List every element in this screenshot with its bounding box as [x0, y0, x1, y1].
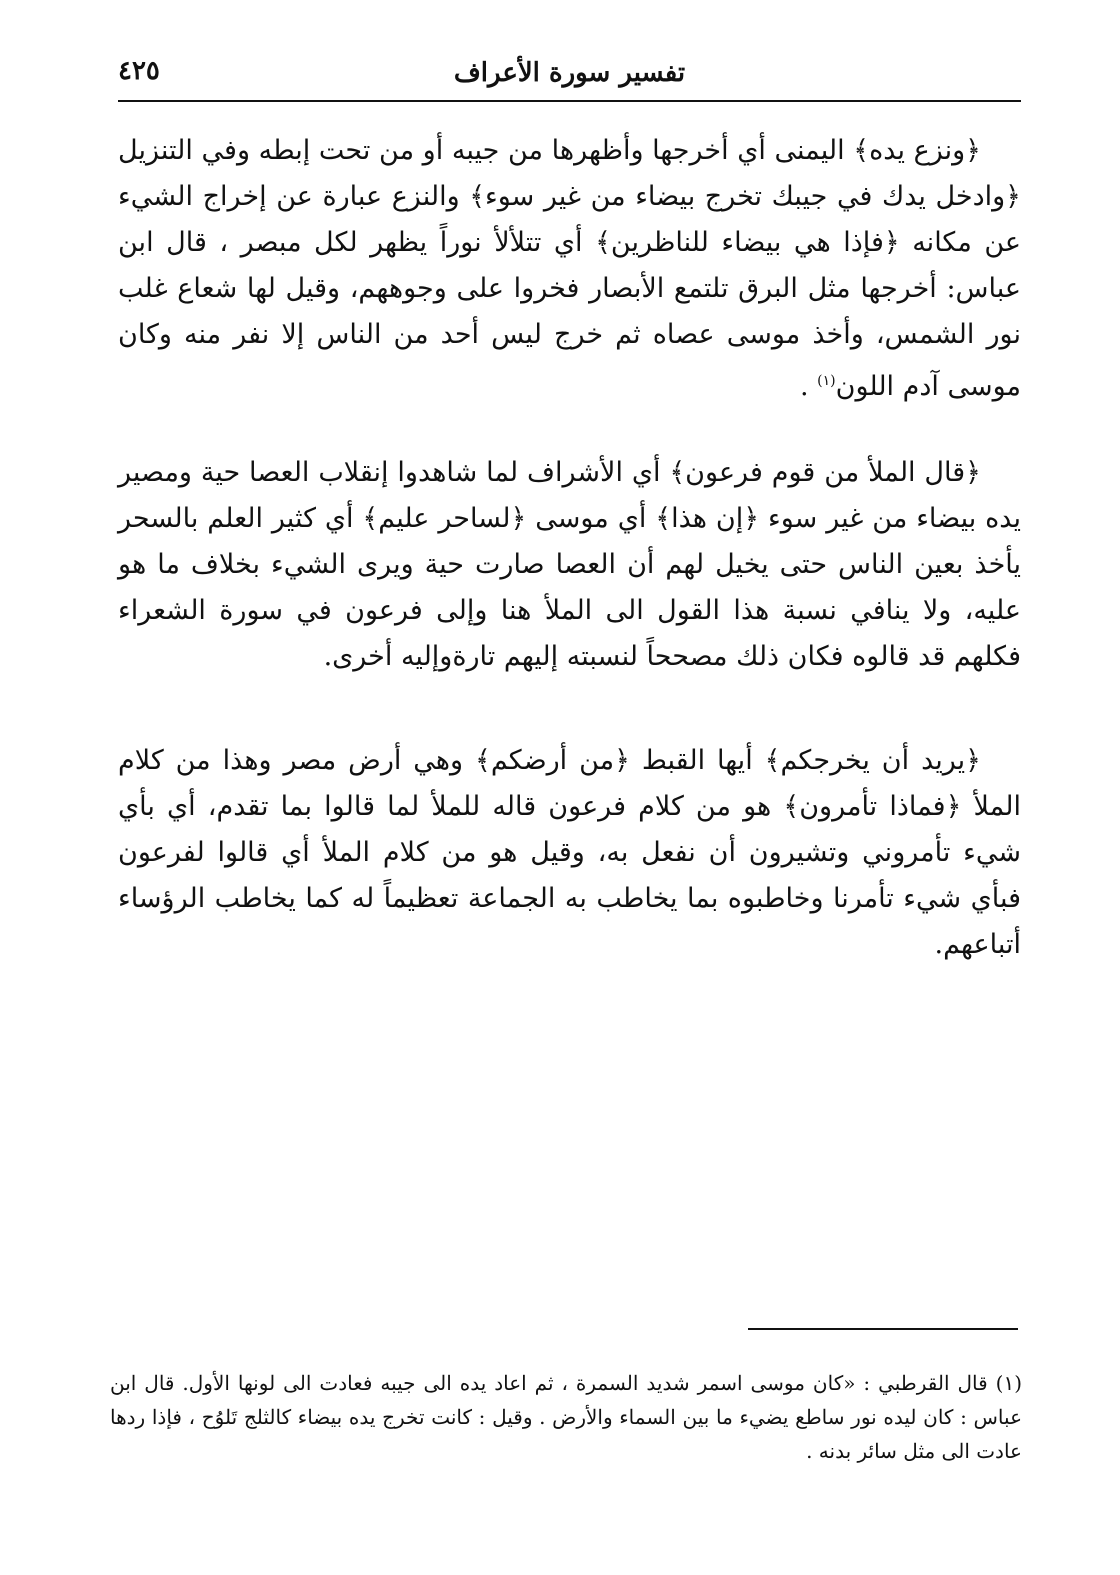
page-header	[118, 52, 1021, 102]
main-text	[118, 128, 1021, 1008]
footnote-marker: (١)	[995, 1371, 1022, 1395]
paragraph-1-text: ﴿ونزع يده﴾ اليمنى أي أخرجها وأظهرها من جيبه أو من تحت إبطه وفي التنزيل ﴿وادخل يدك في جيبك تخرج بيضاء من غير سوء﴾ والنزع عبارة عن إخراج الشيء عن مكانه ﴿فإذا هي بيضاء للناظرين﴾ أي تتلألأ نوراً يظهر لكل مبصر ، قال ابن عباس: أخرجها مثل البرق تلتمع الأبصار فخروا على وجوههم، وقيل لها شعاع غلب نور الشمس، وأخذ موسى عصاه ثم خرج ليس أحد من الناس إلا نفر منه وكان موسى آدم اللون	[118, 135, 1021, 402]
paragraph-1	[118, 128, 1021, 410]
running-title: تفسير سورة الأعراف	[453, 58, 686, 88]
footnote-reference: (١)	[817, 373, 836, 389]
footnote-text: قال القرطبي : «كان موسى اسمر شديد السمرة ، ثم اعاد يده الى جيبه فعادت الى لونها الأول. قال ابن عباس : كان ليده نور ساطع يضيء ما بين السماء والأرض . وقيل : كانت تخرج يده بيضاء كالثلج تَلوُح ، فإذا ردها عادت الى مثل سائر بدنه .	[110, 1371, 1022, 1463]
footnote	[110, 1366, 1022, 1468]
paragraph-3: ﴿يريد أن يخرجكم﴾ أيها القبط ﴿من أرضكم﴾ وهي أرض مصر وهذا من كلام الملأ ﴿فماذا تأمرون﴾ هو من كلام فرعون قاله للملأ لما قالوا بما تقدم، أي بأي شيء تأمروني وتشيرون أن نفعل به، وقيل هو من كلام الملأ أي قالوا لفرعون فبأي شيء تأمرنا وخاطبوه بما يخاطب به الجماعة تعظيماً له كما يخاطب الرؤساء أتباعهم.	[118, 745, 1021, 960]
paragraph-2: ﴿قال الملأ من قوم فرعون﴾ أي الأشراف لما شاهدوا إنقلاب العصا حية ومصير يده بيضاء من غير سوء ﴿إن هذا﴾ أي موسى ﴿لساحر عليم﴾ أي كثير العلم بالسحر يأخذ بعين الناس حتى يخيل لهم أن العصا صارت حية ويرى الشيء بخلاف ما هو عليه، ولا ينافي نسبة هذا القول الى الملأ هنا وإلى فرعون في سورة الشعراء فكلهم قد قالوه فكان ذلك مصححاً لنسبته إليهم تارةوإليه أخرى.	[118, 457, 1021, 672]
paragraph-1-end: .	[799, 371, 809, 402]
page-number: ٤٢٥	[118, 56, 160, 86]
footnote-separator	[748, 1328, 1018, 1330]
